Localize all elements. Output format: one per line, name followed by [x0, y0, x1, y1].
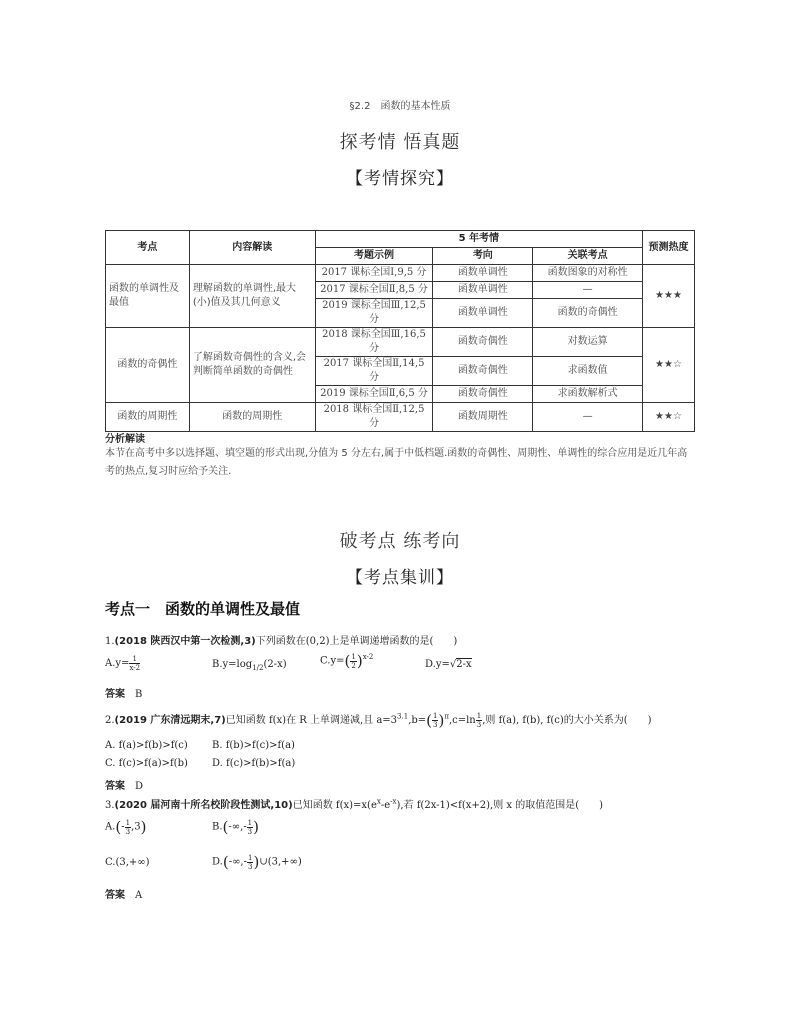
q3-d-den: 3	[247, 862, 253, 871]
q3-num: 3.	[105, 800, 115, 811]
q1-a-den: x-2	[129, 664, 141, 672]
q1-answer	[105, 685, 142, 700]
cell-rating: ★★☆	[643, 403, 695, 432]
cell-kaoxiang: 函数单调性	[433, 282, 533, 299]
cell-kaodian: 函数的单调性及最值	[106, 265, 190, 328]
cell-kaodian: 函数的奇偶性	[106, 328, 190, 403]
question-2-stem: 2.(2019 广东清远期末,7)已知函数 f(x)在 R 上单调递减,且 $a=3^{3.1},b=$( $\frac{1}{3}$ )$^\pi$,c=ln $\frac{1}{3}$ ,则 f(a), f(b), f(c)的大小关系为( )	[105, 711, 652, 730]
q1-option-a	[105, 655, 140, 672]
q1-a-num: 1	[129, 655, 140, 664]
q1-num: 1.	[105, 636, 115, 647]
q2-b-exp: π	[444, 712, 449, 721]
q1-answer-value: B	[135, 689, 143, 700]
title-practice: 破考点 练考向	[339, 531, 461, 552]
q3-exp-1: x	[376, 797, 381, 806]
q1-option-b	[212, 659, 287, 672]
kaodian-one-title: 考点一 函数的单调性及最值	[105, 600, 301, 618]
q2-b-num: 1	[433, 712, 438, 720]
section-heading: §2.2 函数的基本性质	[349, 101, 451, 112]
th-neirong: 内容解读	[189, 231, 315, 265]
q1-option-d	[425, 659, 472, 670]
th-yuce: 预测热度	[643, 231, 695, 265]
q3-text-2: -e	[380, 800, 391, 811]
q2-option-b: B. f(b)>f(c)>f(a)	[212, 740, 295, 751]
cell-neirong: 了解函数奇偶性的含义,会判断简单函数的奇偶性	[189, 328, 315, 403]
cell-guanlian: 对数运算	[533, 328, 643, 357]
question-1-stem	[105, 632, 457, 647]
q2-answer-label: 答案	[105, 781, 125, 792]
q1-d-prefix: D.y=√	[425, 659, 457, 670]
subtitle-kaoqing: 【考情探究】	[346, 169, 454, 189]
q3-option-b: B.(-∞,- $\frac{1}{3}$ )	[212, 818, 259, 836]
q3-d-mid: -∞,-	[228, 856, 247, 868]
title-explore: 探考情 悟真题	[339, 132, 461, 153]
cell-kaoxiang: 函数奇偶性	[433, 328, 533, 357]
q3-d-prefix: D.	[212, 856, 223, 868]
cell-guanlian: —	[533, 282, 643, 299]
q2-text-2: ,b=	[408, 715, 427, 726]
cell-neirong: 函数的周期性	[189, 403, 315, 432]
q2-c-num: 1	[476, 712, 482, 720]
q2-c-den: 3	[476, 721, 482, 729]
q3-option-a: A.(- $\frac{1}{3}$ ,3)	[105, 818, 147, 836]
cell-kaodian: 函数的周期性	[106, 403, 190, 432]
q1-a-prefix: A.y=	[105, 658, 130, 669]
q1-b-prefix: B.y=log	[212, 659, 253, 670]
q2-num: 2.	[105, 715, 115, 726]
q3-d-num: 1	[247, 853, 253, 862]
cell-neirong: 理解函数的单调性,最大(小)值及其几何意义	[189, 265, 315, 328]
th-kaoxiang: 考向	[433, 248, 533, 265]
q3-source: (2020 届河南十所名校阶段性测试,10)	[114, 800, 293, 811]
q2-source: (2019 广东清远期末,7)	[114, 715, 226, 726]
table-row	[106, 328, 695, 357]
q1-b-sub: 1/2	[252, 664, 264, 672]
cell-kaoxiang: 函数奇偶性	[433, 386, 533, 403]
q2-text-1: 已知函数 f(x)在 R 上单调递减,且 a=3	[225, 715, 398, 726]
q1-c-den: 2	[351, 661, 356, 670]
q2-option-d: D. f(c)>f(b)>f(a)	[212, 758, 296, 769]
q2-text-4: ,则 f(a), f(b), f(c)的大小关系为( )	[482, 715, 652, 726]
q2-b-den: 3	[433, 721, 438, 729]
q3-b-num: 1	[247, 818, 253, 827]
cell-rating: ★★★	[643, 265, 695, 328]
cell-guanlian: 求函数值	[533, 357, 643, 386]
analysis-title: 分析解读	[105, 434, 145, 445]
cell-shili: 2018 课标全国Ⅲ,16,5 分	[315, 328, 433, 357]
cell-guanlian: —	[533, 403, 643, 432]
q1-d-radicand: 2-x	[456, 659, 472, 670]
cell-kaoxiang: 函数奇偶性	[433, 357, 533, 386]
cell-shili: 2019 课标全国Ⅱ,6,5 分	[315, 386, 433, 403]
q3-answer	[105, 886, 142, 901]
cell-guanlian: 函数图象的对称性	[533, 265, 643, 282]
cell-guanlian: 函数的奇偶性	[533, 299, 643, 328]
cell-shili: 2017 课标全国Ⅱ,14,5 分	[315, 357, 433, 386]
q1-b-post: (2-x)	[263, 659, 287, 670]
th-wunian: 5 年考情	[315, 231, 642, 248]
cell-shili: 2018 课标全国Ⅱ,12,5 分	[315, 403, 433, 432]
q1-source: (2018 陕西汉中第一次检测,3)	[114, 636, 256, 647]
q2-option-c: C. f(c)>f(a)>f(b)	[105, 758, 188, 769]
q1-text: 下列函数在(0,2)上是单调递增函数的是( )	[255, 636, 458, 647]
q3-text-3: ),若 f(2x-1)<f(x+2),则 x 的取值范围是( )	[396, 800, 604, 811]
q3-b-prefix: B.	[212, 821, 223, 833]
analysis-body: 本节在高考中多以选择题、填空题的形式出现,分值为 5 分左右,属于中低档题.函数的奇偶性、周期性、单调性的综合应用是近几年高考的热点,复习时应给予关注.	[105, 448, 688, 477]
table-row	[106, 265, 695, 282]
th-shili: 考题示例	[315, 248, 433, 265]
q3-a-den: 3	[125, 827, 131, 836]
q3-b-den: 3	[247, 827, 253, 836]
question-3-stem	[105, 796, 603, 811]
cell-shili: 2019 课标全国Ⅲ,12,5 分	[315, 299, 433, 328]
q3-answer-label: 答案	[105, 890, 125, 901]
q1-a-fraction	[129, 655, 140, 672]
table-row	[106, 403, 695, 432]
cell-kaoxiang: 函数单调性	[433, 265, 533, 282]
cell-shili: 2017 课标全国Ⅰ,9,5 分	[315, 265, 433, 282]
exam-analysis-table	[105, 230, 695, 432]
q1-answer-label: 答案	[105, 689, 125, 700]
cell-kaoxiang: 函数单调性	[433, 299, 533, 328]
cell-kaoxiang: 函数周期性	[433, 403, 533, 432]
q3-a-post: ,3	[131, 821, 141, 833]
subtitle-kaodian: 【考点集训】	[346, 568, 454, 588]
q1-c-prefix: C.y=	[320, 655, 345, 667]
q1-option-c: C.y=( $\frac{1}{2}$ )$^{x-2}$	[320, 652, 374, 670]
q3-option-c: C.(3,+∞)	[105, 857, 150, 868]
q3-text-1: 已知函数 f(x)=x(e	[292, 800, 377, 811]
q1-c-num: 1	[351, 652, 356, 661]
q2-option-a: A. f(a)>f(b)>f(c)	[105, 740, 188, 751]
q3-a-neg: -	[121, 821, 125, 833]
cell-guanlian: 求函数解析式	[533, 386, 643, 403]
q2-a-exp: 3.1	[397, 712, 409, 721]
cell-shili: 2017 课标全国Ⅱ,8,5 分	[315, 282, 433, 299]
q1-c-exp: x-2	[362, 653, 374, 662]
q2-answer	[105, 777, 143, 792]
q3-a-prefix: A.	[105, 821, 116, 833]
q3-d-post: ∪(3,+∞)	[259, 856, 302, 868]
q3-option-d: D.(-∞,- $\frac{1}{3}$ )∪(3,+∞)	[212, 853, 302, 871]
q3-b-mid: -∞,-	[228, 821, 247, 833]
q2-answer-value: D	[135, 781, 144, 792]
q3-answer-value: A	[135, 890, 143, 901]
q3-a-num: 1	[125, 818, 131, 827]
q3-exp-2: -x	[390, 797, 397, 806]
th-guanlian: 关联考点	[533, 248, 643, 265]
q2-text-3: ,c=ln	[448, 715, 476, 726]
cell-rating: ★★☆	[643, 328, 695, 403]
th-kaodian: 考点	[106, 231, 190, 265]
